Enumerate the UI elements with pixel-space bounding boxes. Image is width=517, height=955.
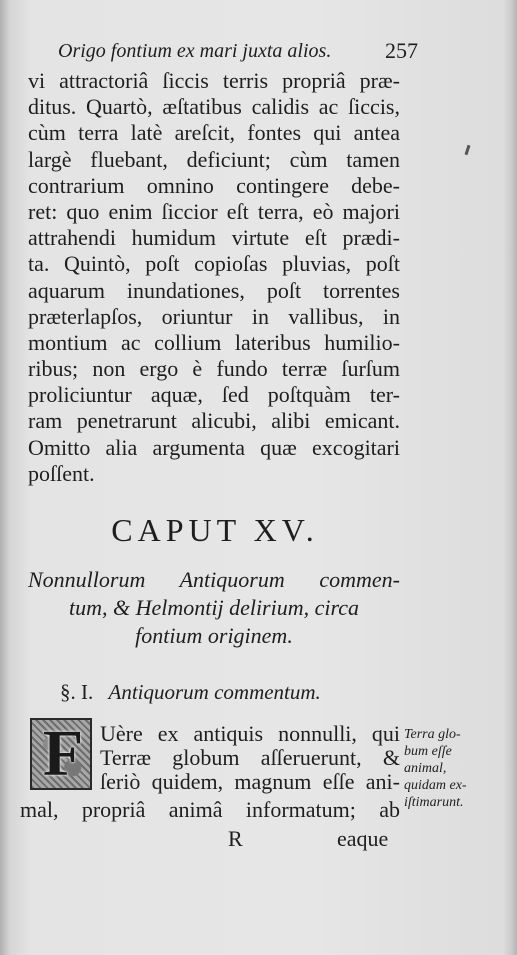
text-line: poſſent. [28,460,95,486]
chapter-title-line: fontium originem. [135,623,293,648]
text-line: ram penetrarunt alicubi, alibi emicant. [28,408,400,434]
text-line: Uère ex antiquis nonnulli, qui [100,721,400,746]
text-line: contrarium omnino contingere debe- [28,172,400,198]
body-text [28,68,400,487]
marginal-note-line: iſtimarunt. [404,795,464,810]
chapter-title-line: tum, & Helmontij delirium, circa [68,595,360,620]
running-head-title: Origo fontium ex mari juxta alios. [58,40,332,62]
chapter-title [28,566,400,650]
drop-cap-letter: F [42,717,84,790]
text-line: ſeriò quidem, magnum eſſe ani- [100,769,400,794]
text-line: Terræ globum aſſeruerunt, & [100,745,400,770]
text-line: montium ac collium lateribus humilio- [28,329,400,355]
text-line: mal, propriâ animâ informatum; ab [20,797,400,822]
text-line: ta. Quintò, poſt copioſas pluvias, poſt [28,251,400,277]
decorated-initial [30,718,92,790]
text-line: ribus; non ergo è fundo terræ ſurſum [28,356,400,382]
text-line: proliciuntur aquæ, ſed poſtquàm ter- [28,382,400,408]
page-gutter-shadow [0,0,10,955]
chapter-heading: CAPUT XV. [111,512,319,548]
text-line: ret: quo enim ſiccior eſt terra, eò majori [28,198,400,224]
marginal-note-line: bum eſſe [404,744,452,759]
text-line: præterlapſos, oriuntur in vallibus, in [28,303,400,329]
section-number: §. I. [60,680,94,704]
paragraph-continued [20,798,400,822]
text-line: attrahendi humidum virtute eſt prædi- [28,225,400,251]
catchword: eaque [337,826,389,851]
text-line: ditus. Quartò, æſtatibus calidis ac ſiccis, [28,94,400,120]
running-head [58,40,418,63]
chapter-title-line: Nonnullorum Antiquorum commen- [28,567,400,592]
section-title: Antiquorum commentum. [108,680,321,704]
marginal-note-line: animal, [404,761,447,776]
signature-mark: R [228,826,243,851]
text-line: cùm terra latè areſcit, fontes qui antea [28,120,400,146]
page-number: 257 [385,38,418,63]
text-line: vi attractoriâ ſiccis terris propriâ præ- [28,68,400,93]
paragraph-indented [100,722,400,794]
text-line: Omitto alia argumenta quæ excogitari [28,434,400,460]
section-heading [60,680,321,705]
marginal-note-line: quidam ex- [404,778,467,793]
text-line: largè fluebant, deficiunt; cùm tamen [28,146,400,172]
text-line: aquarum inundationes, poſt torrentes [28,277,400,303]
marginal-note [404,726,512,811]
marginal-note-line: Terra glo- [404,727,461,742]
ink-mark [465,145,471,155]
page-edge-shadow [503,0,517,955]
